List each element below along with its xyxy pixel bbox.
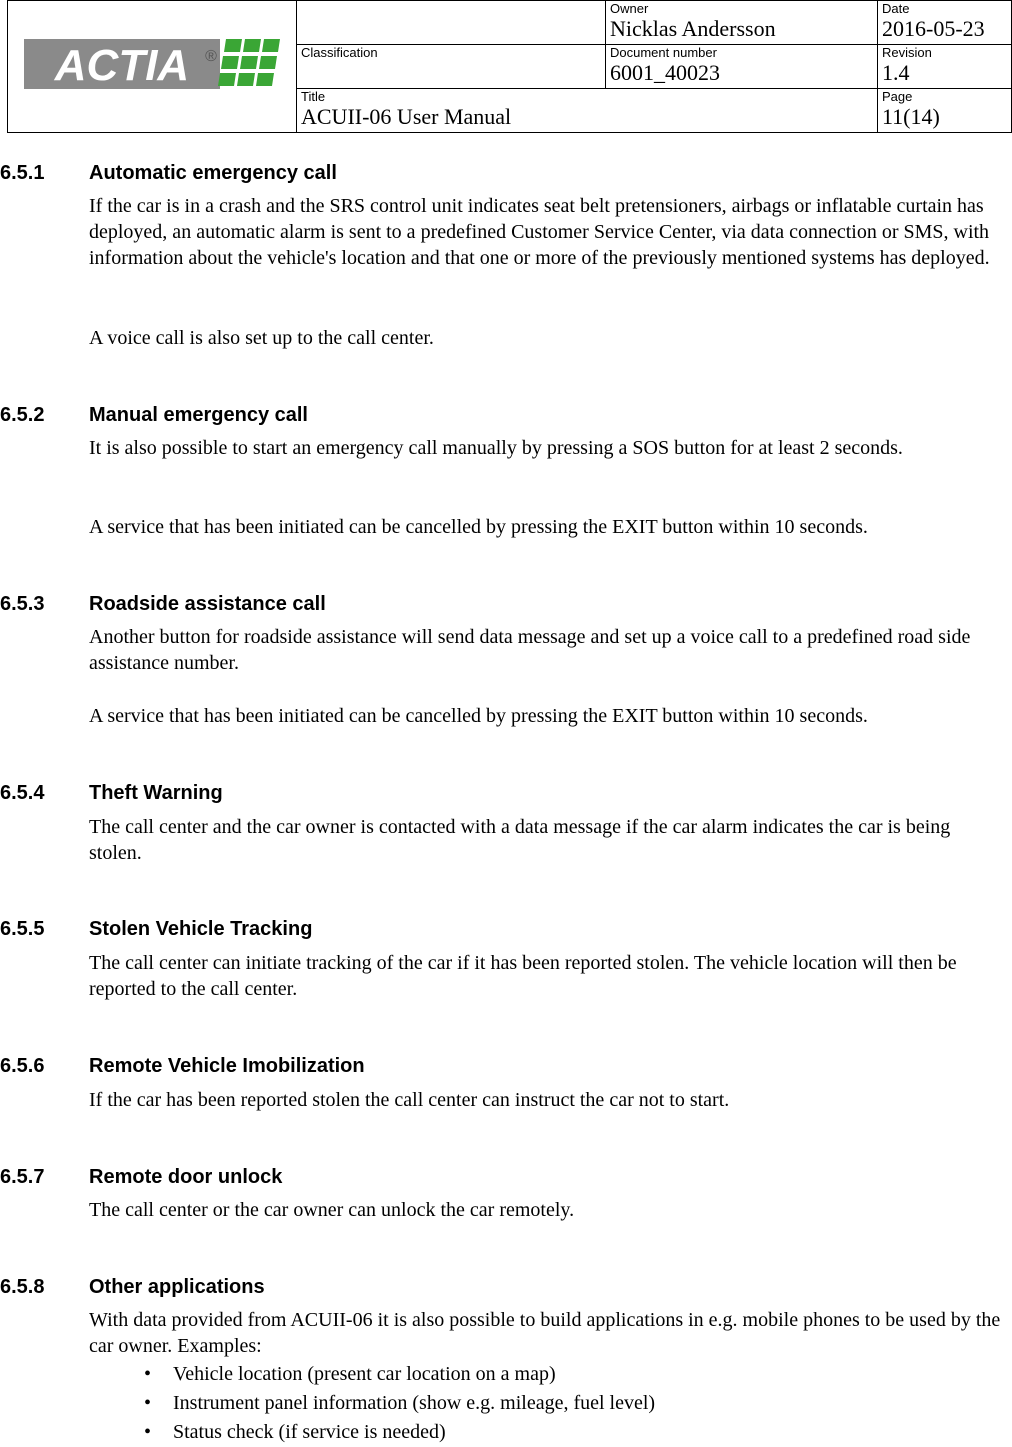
section-paragraph: If the car is in a crash and the SRS control unit indicates seat belt pretensioners, airbags or inflatable curtain has deployed, an automatic alarm is sent to a predefined Customer Service Center, via data connection or SMS, with information about the vehicle's location and that one or more of the previously mentioned systems has deployed. bbox=[89, 195, 990, 269]
section-paragraph: A service that has been initiated can be cancelled by pressing the EXIT button within 10 seconds. bbox=[89, 516, 868, 538]
title-label: Title bbox=[301, 89, 326, 104]
document-number-cell bbox=[606, 45, 878, 89]
section-paragraph: If the car has been reported stolen the call center can instruct the car not to start. bbox=[89, 1089, 730, 1111]
section-title: Automatic emergency call bbox=[89, 162, 337, 184]
section-number: 6.5.4 bbox=[0, 782, 45, 804]
section-number: 6.5.1 bbox=[0, 162, 45, 184]
section-number: 6.5.7 bbox=[0, 1166, 45, 1188]
section-number: 6.5.8 bbox=[0, 1276, 45, 1298]
section-paragraph: It is also possible to start an emergency call manually by pressing a SOS button for at least 2 seconds. bbox=[89, 437, 903, 459]
section-title: Other applications bbox=[89, 1276, 265, 1298]
document-header bbox=[7, 0, 1012, 133]
document-number-label: Document number bbox=[610, 45, 717, 60]
page-value: 11(14) bbox=[882, 104, 940, 129]
bullet-icon: • bbox=[144, 1421, 152, 1443]
section-paragraph: With data provided from ACUII-06 it is also possible to build applications in e.g. mobile phones to be used by the car owner. Examples: bbox=[89, 1309, 1001, 1357]
revision-cell bbox=[878, 45, 1012, 89]
revision-value: 1.4 bbox=[882, 60, 910, 85]
header-empty-cell bbox=[297, 1, 606, 45]
section-paragraph: The call center can initiate tracking of the car if it has been reported stolen. The vehicle location will then be reported to the call center. bbox=[89, 952, 957, 1000]
page-cell bbox=[878, 89, 1012, 133]
company-logo bbox=[8, 1, 297, 133]
owner-label: Owner bbox=[610, 1, 649, 16]
classification-label: Classification bbox=[301, 45, 378, 60]
page-label: Page bbox=[882, 89, 913, 104]
section-paragraph: A service that has been initiated can be cancelled by pressing the EXIT button within 10 seconds. bbox=[89, 705, 868, 727]
svg-text:ACTIA: ACTIA bbox=[54, 41, 190, 90]
list-item bbox=[89, 1360, 1004, 1389]
section-number: 6.5.5 bbox=[0, 918, 45, 940]
list-item-text: Instrument panel information (show e.g. mileage, fuel level) bbox=[173, 1392, 656, 1414]
list-item bbox=[89, 1389, 1004, 1418]
list-item-text: Vehicle location (present car location on a map) bbox=[173, 1363, 556, 1385]
list-item-text: Status check (if service is needed) bbox=[173, 1421, 446, 1443]
actia-logo-icon bbox=[22, 33, 282, 95]
section-title: Roadside assistance call bbox=[89, 593, 326, 615]
section-paragraph: A voice call is also set up to the call center. bbox=[89, 327, 434, 349]
section-title: Theft Warning bbox=[89, 782, 223, 804]
section-number: 6.5.2 bbox=[0, 404, 45, 426]
section-number: 6.5.3 bbox=[0, 593, 45, 615]
owner-cell bbox=[606, 1, 878, 45]
date-value: 2016-05-23 bbox=[882, 16, 985, 41]
section-paragraph: The call center or the car owner can unlock the car remotely. bbox=[89, 1199, 575, 1221]
section-paragraph: The call center and the car owner is contacted with a data message if the car alarm indicates the car is being stolen. bbox=[89, 816, 951, 864]
owner-value: Nicklas Andersson bbox=[610, 16, 776, 41]
examples-list bbox=[89, 1360, 1004, 1447]
section-title: Remote door unlock bbox=[89, 1166, 283, 1188]
bullet-icon: • bbox=[144, 1363, 152, 1385]
date-label: Date bbox=[882, 1, 910, 16]
date-cell bbox=[878, 1, 1012, 45]
document-number-value: 6001_40023 bbox=[610, 60, 720, 85]
bullet-icon: • bbox=[144, 1392, 152, 1414]
svg-text:®: ® bbox=[205, 48, 217, 65]
title-cell bbox=[297, 89, 878, 133]
classification-cell bbox=[297, 45, 606, 89]
title-value: ACUII-06 User Manual bbox=[301, 104, 512, 129]
section-paragraph: Another button for roadside assistance will send data message and set up a voice call to a predefined road side assistance number. bbox=[89, 626, 971, 674]
section-title: Manual emergency call bbox=[89, 404, 308, 426]
section-number: 6.5.6 bbox=[0, 1055, 45, 1077]
section-title: Remote Vehicle Imobilization bbox=[89, 1055, 365, 1077]
list-item bbox=[89, 1418, 1004, 1447]
revision-label: Revision bbox=[882, 45, 932, 60]
section-title: Stolen Vehicle Tracking bbox=[89, 918, 313, 940]
